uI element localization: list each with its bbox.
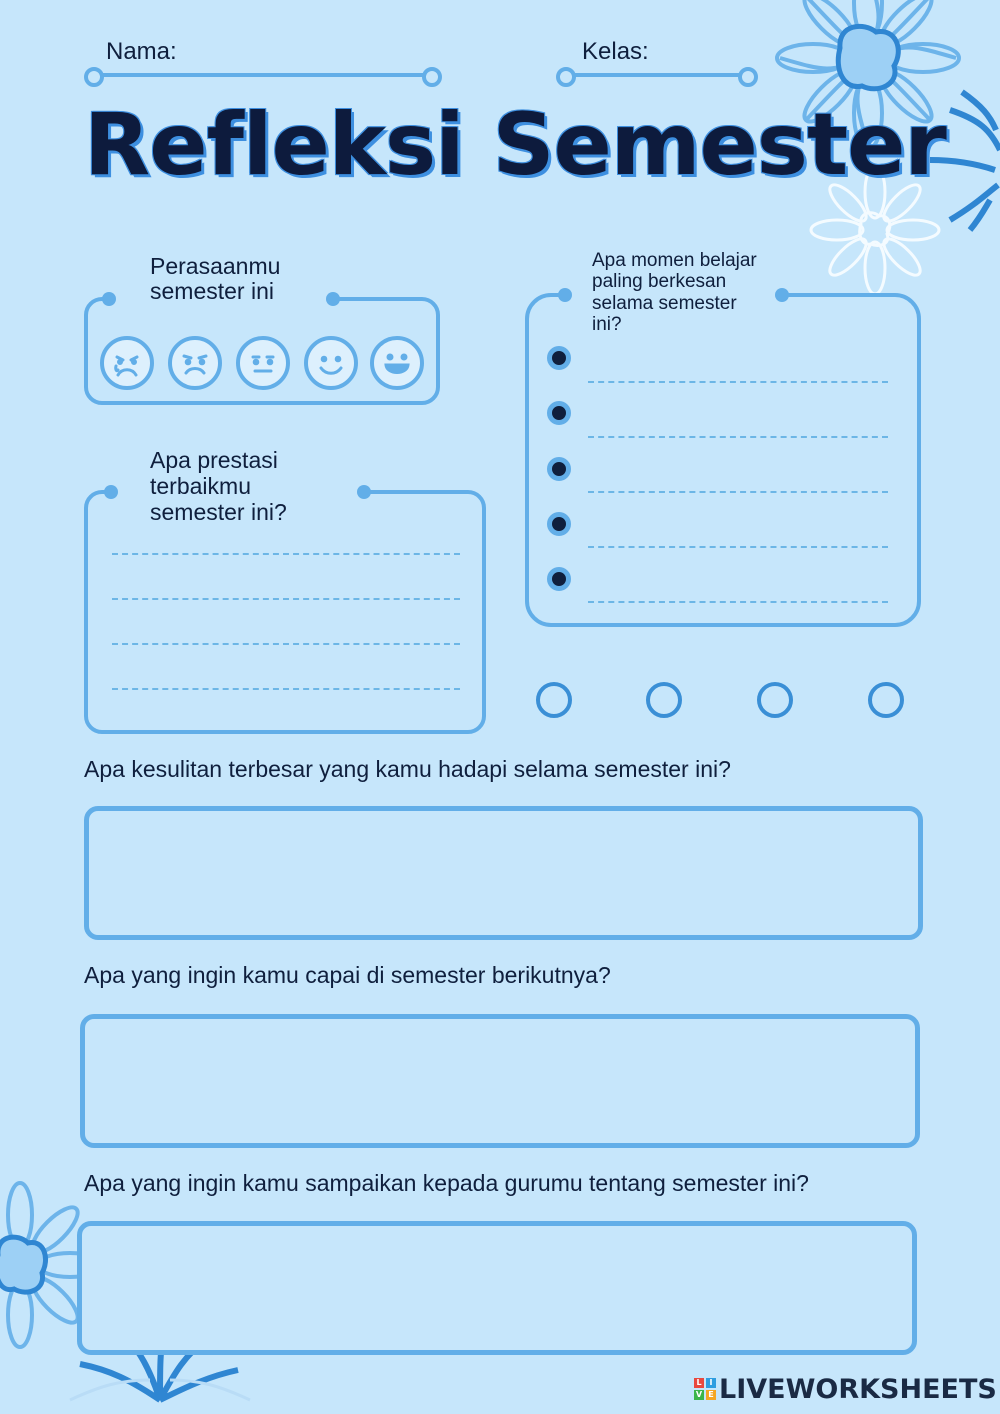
question-difficulty: Apa kesulitan terbesar yang kamu hadapi selama semester ini?	[84, 756, 731, 782]
feeling-prompt: Perasaanmu semester ini	[150, 253, 281, 305]
goal-answer-box[interactable]	[80, 1014, 920, 1148]
ring-decoration	[757, 682, 793, 718]
liveworksheets-logo	[694, 1372, 997, 1406]
neutral-face-icon[interactable]	[236, 336, 290, 390]
class-label: Kelas:	[582, 38, 649, 65]
name-line-start-dot	[84, 67, 104, 87]
name-label: Nama:	[106, 38, 177, 65]
sad-face-icon[interactable]	[168, 336, 222, 390]
page-title: Refleksi Semester	[84, 95, 946, 195]
brand-name: LIVEWORKSHEETS	[719, 1373, 997, 1405]
name-line-end-dot	[422, 67, 442, 87]
moment-answer-line[interactable]	[588, 601, 888, 603]
achievement-prompt: Apa prestasi terbaikmu semester ini?	[150, 447, 287, 525]
achievement-answer-line[interactable]	[112, 598, 460, 600]
achievement-answer-line[interactable]	[112, 553, 460, 555]
achievement-box-dot-right	[357, 485, 371, 499]
class-line[interactable]	[564, 73, 748, 77]
feeling-box-dot-right	[326, 292, 340, 306]
question-teacher-message: Apa yang ingin kamu sampaikan kepada gurumu tentang semester ini?	[84, 1170, 809, 1196]
name-line[interactable]	[92, 73, 432, 77]
achievement-answer-line[interactable]	[112, 688, 460, 690]
ring-decoration	[536, 682, 572, 718]
question-goal: Apa yang ingin kamu capai di semester berikutnya?	[84, 962, 611, 988]
moment-bullet-icon	[547, 346, 571, 370]
ring-decoration	[868, 682, 904, 718]
ring-decoration	[646, 682, 682, 718]
moment-answer-line[interactable]	[588, 491, 888, 493]
feeling-box-dot-left	[102, 292, 116, 306]
moment-bullet-icon	[547, 567, 571, 591]
moment-bullet-icon	[547, 512, 571, 536]
achievement-answer-line[interactable]	[112, 643, 460, 645]
moment-box	[525, 293, 921, 627]
moment-bullet-icon	[547, 457, 571, 481]
smile-face-icon[interactable]	[304, 336, 358, 390]
happy-face-icon[interactable]	[370, 336, 424, 390]
difficulty-answer-box[interactable]	[84, 806, 923, 940]
moment-bullet-icon	[547, 401, 571, 425]
moment-answer-line[interactable]	[588, 546, 888, 548]
teacher-message-answer-box[interactable]	[77, 1221, 917, 1355]
liveworksheets-mark-icon: L I V E	[694, 1378, 716, 1400]
moment-box-dot-left	[558, 288, 572, 302]
class-line-end-dot	[738, 67, 758, 87]
achievement-box-dot-left	[104, 485, 118, 499]
moment-answer-line[interactable]	[588, 436, 888, 438]
moment-box-dot-right	[775, 288, 789, 302]
crying-face-icon[interactable]	[100, 336, 154, 390]
achievement-box	[84, 490, 486, 734]
moment-prompt: Apa momen belajar paling berkesan selama semester ini?	[592, 250, 757, 335]
class-line-start-dot	[556, 67, 576, 87]
moment-answer-line[interactable]	[588, 381, 888, 383]
